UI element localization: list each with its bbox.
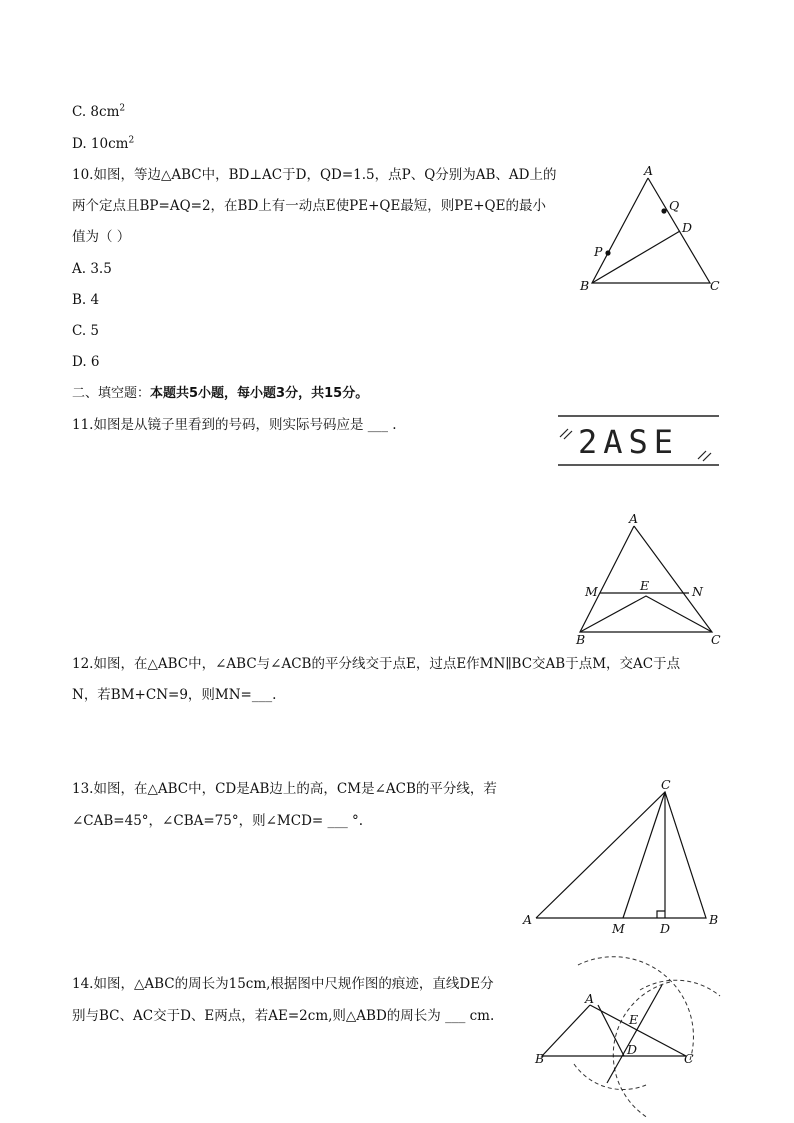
q12-label-e: E [640, 578, 650, 593]
section2-heading [72, 385, 368, 403]
q13-label-a: A [523, 912, 533, 927]
q9-option-d [72, 135, 134, 153]
q9-option-c [72, 103, 125, 121]
q9-option-d-text: D. 10cm [72, 136, 129, 152]
q13-label-m: M [612, 921, 625, 936]
q12-label-a: A [629, 511, 639, 526]
q10-label-d: D [682, 220, 693, 235]
q10-triangle [592, 178, 710, 283]
q10-label-p: P [594, 244, 603, 259]
q10-option-d: D. 6 [72, 354, 100, 370]
q10-option-c: C. 5 [72, 323, 100, 339]
q10-line3: 值为（ ） [72, 229, 131, 245]
q12-label-b: B [576, 632, 586, 647]
q13-label-b: B [709, 912, 719, 927]
q11-mirror-figure [554, 413, 724, 473]
q10-label-a: A [644, 163, 654, 178]
q9-option-d-sup: 2 [128, 135, 135, 146]
q14-arc-left [613, 982, 670, 1118]
q10-label-q: Q [669, 198, 680, 213]
q10-option-a: A. 3.5 [72, 261, 112, 277]
q11-mirror-digits: 2ASE [578, 423, 680, 461]
q13-label-d: D [660, 921, 671, 936]
q14-arc-lower [574, 1064, 646, 1090]
q12-line2: N，若BM+CN=9，则MN=___. [72, 687, 277, 703]
q10-point-q [661, 208, 666, 213]
q10-line1: 10.如图，等边△ABC中，BD⊥AC于D，QD=1.5，点P、Q分别为AB、AD上的 [72, 167, 557, 183]
q13-line1: 13.如图，在△ABC中，CD是AB边上的高，CM是∠ACB的平分线，若 [72, 781, 497, 797]
q14-arc-right [640, 980, 720, 996]
section2-prefix: 二、填空题： [72, 386, 151, 401]
section2-title: 本题共5小题，每小题3分，共15分。 [150, 386, 369, 401]
q14-label-d: D [627, 1042, 638, 1057]
q14-line2: 别与BC、AC交于D、E两点，若AE=2cm,则△ABD的周长为 ___ cm. [72, 1008, 495, 1024]
q14-label-c: C [684, 1051, 694, 1066]
q11-text: 11.如图是从镜子里看到的号码，则实际号码应是 ___ . [72, 417, 397, 433]
q13-line2: ∠CAB=45°，∠CBA=75°，则∠MCD= ___ °. [72, 813, 364, 829]
q12-line1: 12.如图，在△ABC中，∠ABC与∠ACB的平分线交于点E，过点E作MN∥BC交AB于点M，交AC于点 [72, 656, 681, 672]
q10-option-b: B. 4 [72, 292, 100, 308]
q9-option-c-sup: 2 [119, 103, 126, 114]
q12-label-m: M [585, 584, 598, 599]
q12-label-c: C [711, 632, 721, 647]
q14-label-e: E [629, 1012, 639, 1027]
q13-label-c: C [661, 777, 671, 792]
q14-line1: 14.如图，△ABC的周长为15cm,根据图中尺规作图的痕迹，直线DE分 [72, 976, 494, 992]
q12-label-n: N [692, 584, 703, 599]
q9-option-c-text: C. 8cm [72, 104, 120, 120]
q10-label-c: C [710, 278, 720, 293]
q14-arc-upper [578, 957, 693, 1060]
q14-label-a: A [585, 991, 595, 1006]
q10-line2: 两个定点且BP=AQ=2，在BD上有一动点E使PE+QE最短，则PE+QE的最小 [72, 198, 546, 214]
q10-label-b: B [580, 278, 590, 293]
q10-point-p [605, 250, 610, 255]
q14-label-b: B [535, 1051, 545, 1066]
